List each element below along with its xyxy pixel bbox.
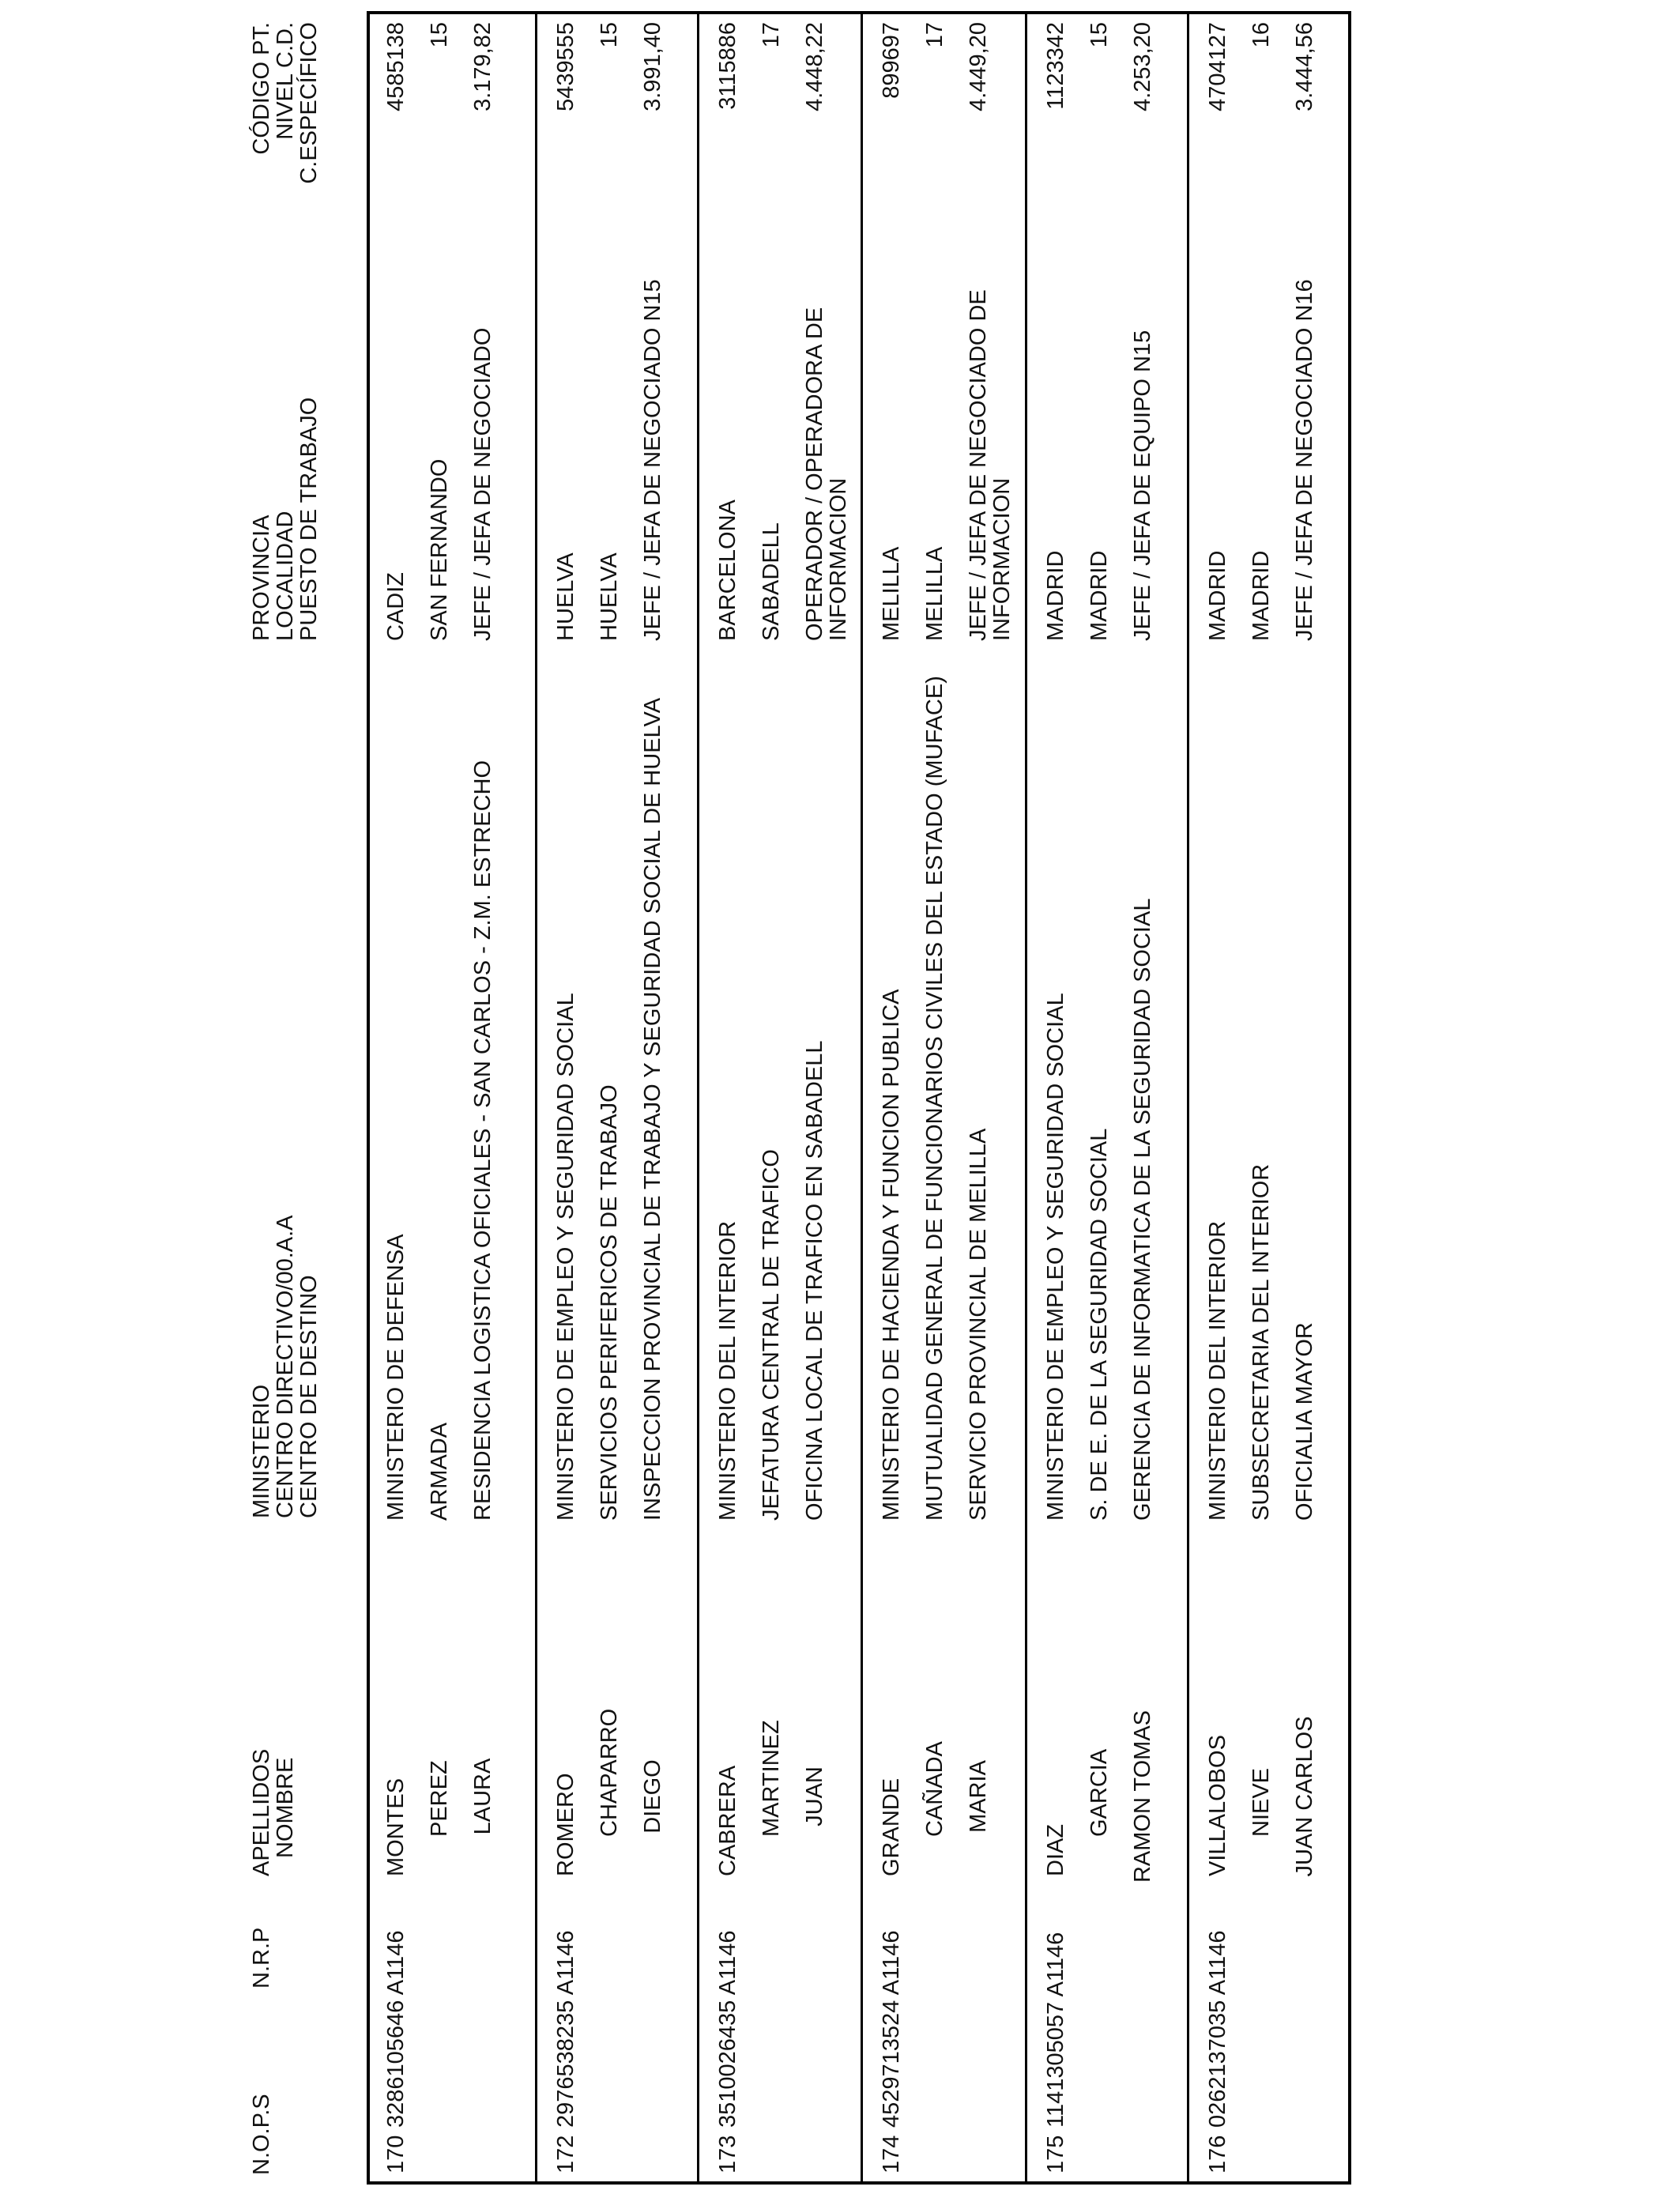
directive-center: S. DE E. DE LA SEGURIDAD SOCIAL — [1087, 1128, 1112, 1521]
nops-number: 173 — [715, 2135, 740, 2173]
specific-complement: 4.449,20 — [966, 22, 991, 111]
first-name: JUAN — [802, 1766, 827, 1826]
nrp: 1141305057 A1146 — [1043, 1932, 1068, 2128]
nops-number: 172 — [553, 2135, 578, 2173]
first-name: JUAN CARLOS — [1292, 1716, 1317, 1877]
header-apellidos: APELLIDOS — [249, 1748, 274, 1876]
specific-complement: 3.179,82 — [470, 22, 495, 111]
job-position: JEFE / JEFA DE NEGOCIADO DE INFORMACION — [966, 289, 1015, 641]
specific-complement: 3.444,56 — [1292, 22, 1317, 111]
locality: HUELVA — [597, 552, 622, 641]
table-row — [699, 11, 861, 2185]
header-puesto: PUESTO DE TRABAJO — [296, 397, 322, 641]
province: HUELVA — [553, 552, 578, 641]
first-surname: VILLALOBOS — [1205, 1735, 1230, 1876]
nops-number: 176 — [1205, 2135, 1230, 2173]
province: MADRID — [1205, 550, 1230, 641]
destination-center: SERVICIO PROVINCIAL DE MELILLA — [966, 1128, 991, 1521]
header-nombre: NOMBRE — [273, 1757, 298, 1858]
position-code: 5439555 — [553, 22, 578, 111]
ministry: MINISTERIO DE DEFENSA — [383, 1234, 409, 1521]
second-surname: GARCIA — [1087, 1748, 1112, 1837]
header-centro-directivo: CENTRO DIRECTIVO/00.A.A — [273, 1215, 298, 1518]
locality: MELILLA — [922, 546, 947, 641]
position-code: 4585138 — [383, 22, 409, 111]
position-code: 4704127 — [1205, 22, 1230, 111]
nrp: 3510026435 A1146 — [715, 1930, 740, 2128]
directive-center: SUBSECRETARIA DEL INTERIOR — [1249, 1163, 1274, 1521]
first-name: RAMON TOMAS — [1130, 1710, 1155, 1883]
nops-number: 174 — [879, 2135, 904, 2173]
nrp: 4529713524 A1146 — [879, 1930, 904, 2128]
nrp: 0262137035 A1146 — [1205, 1930, 1230, 2128]
cd-level: 17 — [922, 22, 947, 48]
specific-complement: 4.253,20 — [1130, 22, 1155, 111]
province: BARCELONA — [715, 499, 740, 641]
destination-center: GERENCIA DE INFORMATICA DE LA SEGURIDAD SOCIAL — [1130, 898, 1155, 1521]
table-row — [537, 11, 699, 2185]
job-position: OPERADOR / OPERADORA DE INFORMACION — [802, 307, 851, 641]
ministry: MINISTERIO DE HACIENDA Y FUNCION PUBLICA — [879, 989, 904, 1521]
locality: SABADELL — [759, 522, 784, 641]
position-code: 899697 — [879, 22, 904, 99]
job-position: JEFE / JEFA DE NEGOCIADO — [470, 327, 495, 641]
locality: MADRID — [1249, 550, 1274, 641]
header-localidad: LOCALIDAD — [273, 511, 298, 641]
header-nivel: NIVEL C.D. — [273, 22, 298, 140]
nrp: 2976538235 A1146 — [553, 1930, 578, 2128]
nops-number: 170 — [383, 2135, 409, 2173]
header-centro-destino: CENTRO DE DESTINO — [296, 1275, 322, 1518]
cd-level: 15 — [1087, 22, 1112, 48]
first-surname: GRANDE — [879, 1777, 904, 1876]
province: MADRID — [1043, 550, 1068, 641]
directive-center: SERVICIOS PERIFERICOS DE TRABAJO — [597, 1084, 622, 1521]
table-row — [1026, 11, 1188, 2185]
destination-center: RESIDENCIA LOGISTICA OFICIALES - SAN CARLOS - Z.M. ESTRECHO — [470, 760, 495, 1521]
province: MELILLA — [879, 546, 904, 641]
directive-center: JEFATURA CENTRAL DE TRAFICO — [759, 1149, 784, 1521]
job-position: JEFE / JEFA DE NEGOCIADO N15 — [640, 279, 665, 641]
table-row — [1188, 11, 1350, 2185]
specific-complement: 4.448,22 — [802, 22, 827, 111]
destination-center: INSPECCION PROVINCIAL DE TRABAJO Y SEGURIDAD SOCIAL DE HUELVA — [640, 697, 665, 1521]
header-nrp: N.R.P — [249, 1927, 274, 1989]
directive-center: ARMADA — [427, 1422, 452, 1521]
table-row — [367, 11, 529, 2185]
locality: SAN FERNANDO — [427, 458, 452, 641]
cd-level: 16 — [1249, 22, 1274, 48]
cd-level: 15 — [427, 22, 452, 48]
job-position: JEFE / JEFA DE NEGOCIADO N16 — [1292, 279, 1317, 641]
cd-level: 17 — [759, 22, 784, 48]
ministry: MINISTERIO DEL INTERIOR — [1205, 1220, 1230, 1521]
nrp: 3286105646 A1146 — [383, 1930, 409, 2128]
position-code: 1123342 — [1043, 22, 1068, 110]
second-surname: MARTINEZ — [759, 1720, 784, 1837]
ministry: MINISTERIO DE EMPLEO Y SEGURIDAD SOCIAL — [553, 993, 578, 1521]
second-surname: PEREZ — [427, 1760, 452, 1837]
header-ministerio: MINISTERIO — [249, 1384, 274, 1518]
ministry: MINISTERIO DE EMPLEO Y SEGURIDAD SOCIAL — [1043, 993, 1068, 1521]
header-provincia: PROVINCIA — [249, 515, 274, 641]
destination-center: OFICIALIA MAYOR — [1292, 1322, 1317, 1521]
first-surname: DIAZ — [1043, 1823, 1068, 1876]
second-surname: CHAPARRO — [597, 1708, 622, 1837]
first-surname: MONTES — [383, 1777, 409, 1876]
specific-complement: 3.991,40 — [640, 22, 665, 111]
cd-level: 15 — [597, 22, 622, 48]
job-position: JEFE / JEFA DE EQUIPO N15 — [1130, 330, 1155, 641]
ministry: MINISTERIO DEL INTERIOR — [715, 1220, 740, 1521]
first-name: LAURA — [470, 1758, 495, 1835]
header-nops: N.O.P.S — [249, 2094, 274, 2175]
table-row — [862, 11, 1024, 2185]
first-surname: CABRERA — [715, 1765, 740, 1876]
position-code: 3115886 — [715, 22, 740, 110]
destination-center: OFICINA LOCAL DE TRAFICO EN SABADELL — [802, 1040, 827, 1521]
locality: MADRID — [1087, 550, 1112, 641]
province: CADIZ — [383, 572, 409, 641]
header-codigo: CÓDIGO PT. — [249, 22, 274, 155]
first-name: MARIA — [966, 1760, 991, 1833]
header-especifico: C.ESPECÍFICO — [296, 22, 322, 184]
nops-number: 175 — [1043, 2135, 1068, 2173]
directive-center: MUTUALIDAD GENERAL DE FUNCIONARIOS CIVILES DEL ESTADO (MUFACE) — [922, 676, 947, 1521]
first-name: DIEGO — [640, 1759, 665, 1834]
second-surname: CAÑADA — [922, 1741, 947, 1837]
first-surname: ROMERO — [553, 1773, 578, 1876]
second-surname: NIEVE — [1249, 1767, 1274, 1837]
